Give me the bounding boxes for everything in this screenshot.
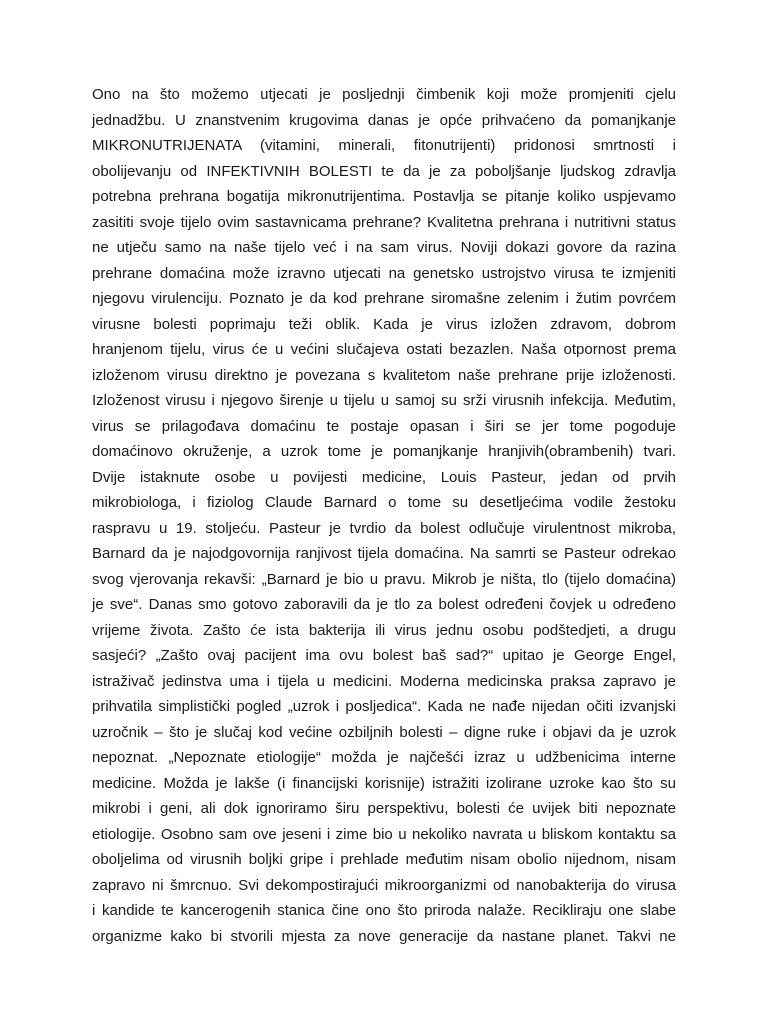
text-line: nepoznat. „Nepoznate etiologije“ možda je najčešći izraz u udžbenicima interne xyxy=(92,749,676,766)
text-line: potrebna prehrana bogatija mikronutrijentima. Postavlja se pitanje koliko uspjevamo xyxy=(92,188,676,205)
text-line: sasjeći? „Zašto ovaj pacijent ima ovu bolest baš sad?“ upitao je George Engel, xyxy=(92,647,676,664)
text-line: Izloženost virusu i njegovo širenje u tijelu u samoj su srži virusnih infekcija. Međutim, xyxy=(92,392,676,409)
text-line: medicine. Možda je lakše (i financijski korisnije) istražiti izolirane uzroke kao što su xyxy=(92,774,676,792)
text-line: i kandide te kancerogenih stanica čine ono što priroda nalaže. Recikliraju one slabe xyxy=(92,902,676,919)
text-line: obolijevanju od INFEKTIVNIH BOLESTI te da je za poboljšanje ljudskog zdravlja xyxy=(92,162,676,180)
body-paragraph xyxy=(92,82,676,949)
text-line: Dvije istaknute osobe u povijesti medicine, Louis Pasteur, jedan od prvih xyxy=(92,468,676,486)
text-line: MIKRONUTRIJENATA (vitamini, minerali, fitonutrijenti) pridonosi smrtnosti i xyxy=(92,137,676,154)
text-line: etiologije. Osobno sam ove jeseni i zime bio u nekoliko navrata u bliskom kontaktu sa xyxy=(92,825,676,843)
text-line: zasititi svoje tijelo ovim sastavnicama prehrane? Kvalitetna prehrana i nutritivni status xyxy=(92,213,676,231)
text-line: Ono na što možemo utjecati je posljednji čimbenik koji može promjeniti cjelu xyxy=(92,86,676,103)
text-line: istraživač jedinstva uma i tijela u medicini. Moderna medicinska praksa zapravo je xyxy=(92,672,676,690)
text-line: ne utječu samo na naše tijelo već i na sam virus. Noviji dokazi govore da razina xyxy=(92,239,676,256)
text-line: Barnard da je najodgovornija ranjivost tijela domaćina. Na samrti se Pasteur odrekao xyxy=(92,545,676,562)
text-line: virus se prilagođava domaćinu te postaje opasan i širi se jer tome pogoduje xyxy=(92,417,676,435)
text-line: raspravu u 19. stoljeću. Pasteur je tvrdio da bolest odlučuje virulentnost mikroba, xyxy=(92,519,676,537)
text-line: mikrobiologa, i fiziolog Claude Barnard o tome su desetljećima vodile žestoku xyxy=(92,494,676,511)
text-line: izloženom virusu direktno je povezana s kvalitetom naše prehrane prije izloženosti. xyxy=(92,366,676,384)
text-line: zapravo ni šmrcnuo. Svi dekompostirajući mikroorganizmi od nanobakterija do virusa xyxy=(92,876,676,894)
text-line: oboljelima od virusnih boljki gripe i prehlade međutim nisam obolio nijednom, nisam xyxy=(92,851,676,868)
text-line: je sve“. Danas smo gotovo zaboravili da je tlo za bolest određeni čovjek u određeno xyxy=(92,596,676,613)
text-line: svog vjerovanja rekavši: „Barnard je bio u pravu. Mikrob je ništa, tlo (tijelo domaćina) xyxy=(92,570,676,588)
text-line: domaćinovo okruženje, a uzrok tome je pomanjkanje hranjivih(obrambenih) tvari. xyxy=(92,443,676,460)
text-line: hranjenom tijelu, virus će u većini slučajeva ostati bezazlen. Naša otpornost prema xyxy=(92,341,676,358)
text-line: jednadžbu. U znanstvenim krugovima danas je opće prihvaćeno da pomanjkanje xyxy=(92,111,676,129)
text-line: organizme kako bi stvorili mjesta za nove generacije da nastane planet. Takvi ne xyxy=(92,927,676,945)
text-line: prihvatila simplistički pogled „uzrok i posljedica“. Kada ne nađe nijedan očiti izvanjski xyxy=(92,698,676,715)
text-line: mikrobi i geni, ali dok ignoriramo širu perspektivu, bolesti će uvijek biti nepoznate xyxy=(92,800,676,817)
text-line: virusne bolesti poprimaju teži oblik. Kada je virus izložen zdravom, dobrom xyxy=(92,315,676,333)
text-line: prehrane domaćina može izravno utjecati na genetsko ustrojstvo virusa te izmjeniti xyxy=(92,264,676,282)
text-line: njegovu virulenciju. Poznato je da kod prehrane siromašne zelenim i žutim povrćem xyxy=(92,290,676,307)
text-line: vrijeme života. Zašto će ista bakterija ili virus jednu osobu podštedjeti, a drugu xyxy=(92,621,677,639)
text-line: uzročnik – što je slučaj kod većine ozbiljnih bolesti – digne ruke i objavi da je uzrok xyxy=(92,723,676,741)
